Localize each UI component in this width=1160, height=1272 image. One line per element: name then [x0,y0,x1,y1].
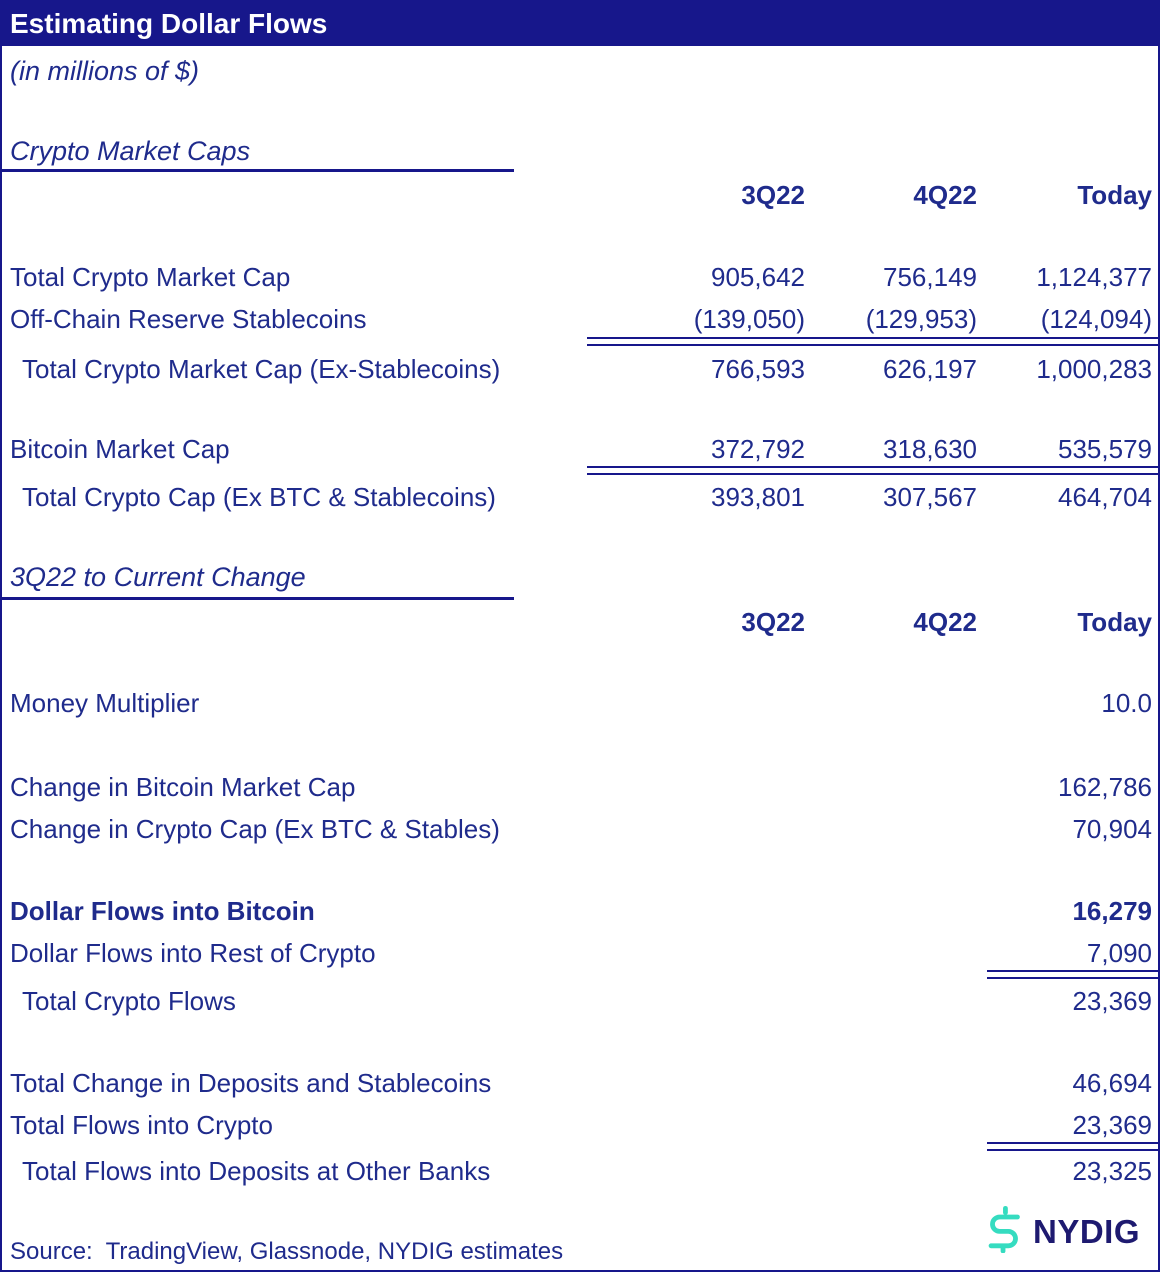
value-today: 23,325 [1072,1156,1152,1186]
row-label: Total Flows into Crypto [10,1110,273,1140]
section2-title: 3Q22 to Current Change [10,562,306,592]
value-today: 535,579 [1058,434,1152,464]
section1-header-row [2,130,1158,172]
row-label: Bitcoin Market Cap [10,434,230,464]
double-rule [587,337,1158,346]
row-label: Dollar Flows into Bitcoin [10,896,315,926]
value-4q22: 626,197 [883,354,977,384]
table-row [2,766,1158,808]
table-row [2,1150,1158,1192]
value-today: 1,124,377 [1036,262,1152,292]
double-rule [587,466,1158,475]
value-today: 10.0 [1101,688,1152,718]
value-today: 162,786 [1058,772,1152,802]
table-row [2,682,1158,724]
table-row [2,428,1158,470]
table-row [2,256,1158,298]
nydig-logo [983,1205,1140,1258]
value-4q22: (129,953) [865,304,977,334]
column-header-row-1 [2,174,1158,216]
subtitle-row [2,50,1158,92]
table-row [2,1062,1158,1104]
title-banner [2,2,1158,46]
section1-title: Crypto Market Caps [10,136,251,166]
table-row [2,298,1158,340]
row-label: Total Crypto Market Cap [10,262,291,292]
table-row [2,980,1158,1022]
value-3q22: 905,642 [711,262,805,292]
row-label: Change in Bitcoin Market Cap [10,772,356,802]
row-label: Off-Chain Reserve Stablecoins [10,304,367,334]
column-header-3q22: 3Q22 [741,180,805,210]
table-row [2,348,1158,390]
value-today: 1,000,283 [1036,354,1152,384]
value-3q22: 393,801 [711,482,805,512]
dollar-sign-icon [983,1205,1025,1258]
column-header-today: Today [1077,607,1152,637]
section2-header-row [2,556,1158,598]
double-rule [987,970,1158,979]
column-header-row-2 [2,601,1158,643]
value-today: 46,694 [1072,1068,1152,1098]
row-label: Total Change in Deposits and Stablecoins [10,1068,492,1098]
column-header-today: Today [1077,180,1152,210]
table-row [2,1104,1158,1146]
value-today: 23,369 [1072,1110,1152,1140]
row-label: Change in Crypto Cap (Ex BTC & Stables) [10,814,500,844]
value-4q22: 756,149 [883,262,977,292]
source-text: Source: TradingView, Glassnode, NYDIG estimates [10,1238,564,1265]
page-title: Estimating Dollar Flows [10,8,328,39]
table-row [2,890,1158,932]
row-label: Total Crypto Flows [22,986,236,1016]
value-4q22: 307,567 [883,482,977,512]
row-label: Money Multiplier [10,688,200,718]
value-today: 464,704 [1058,482,1152,512]
row-label: Total Crypto Market Cap (Ex-Stablecoins) [22,354,501,384]
section2-underline [2,597,514,600]
value-3q22: (139,050) [693,304,805,334]
column-header-4q22: 4Q22 [913,607,977,637]
row-label: Total Crypto Cap (Ex BTC & Stablecoins) [22,482,496,512]
value-4q22: 318,630 [883,434,977,464]
value-today: 7,090 [1086,938,1152,968]
units-subtitle: (in millions of $) [10,56,200,86]
column-header-3q22: 3Q22 [741,607,805,637]
column-header-4q22: 4Q22 [913,180,977,210]
value-3q22: 766,593 [711,354,805,384]
table-row [2,476,1158,518]
value-today: (124,094) [1040,304,1152,334]
value-3q22: 372,792 [711,434,805,464]
row-label: Total Flows into Deposits at Other Banks [22,1156,491,1186]
row-label: Dollar Flows into Rest of Crypto [10,938,376,968]
section1-underline [2,169,514,172]
value-today: 23,369 [1072,986,1152,1016]
table-row [2,808,1158,850]
value-today: 16,279 [1072,896,1152,926]
nydig-wordmark: NYDIG [1032,1212,1140,1250]
table-row [2,932,1158,974]
value-today: 70,904 [1072,814,1152,844]
